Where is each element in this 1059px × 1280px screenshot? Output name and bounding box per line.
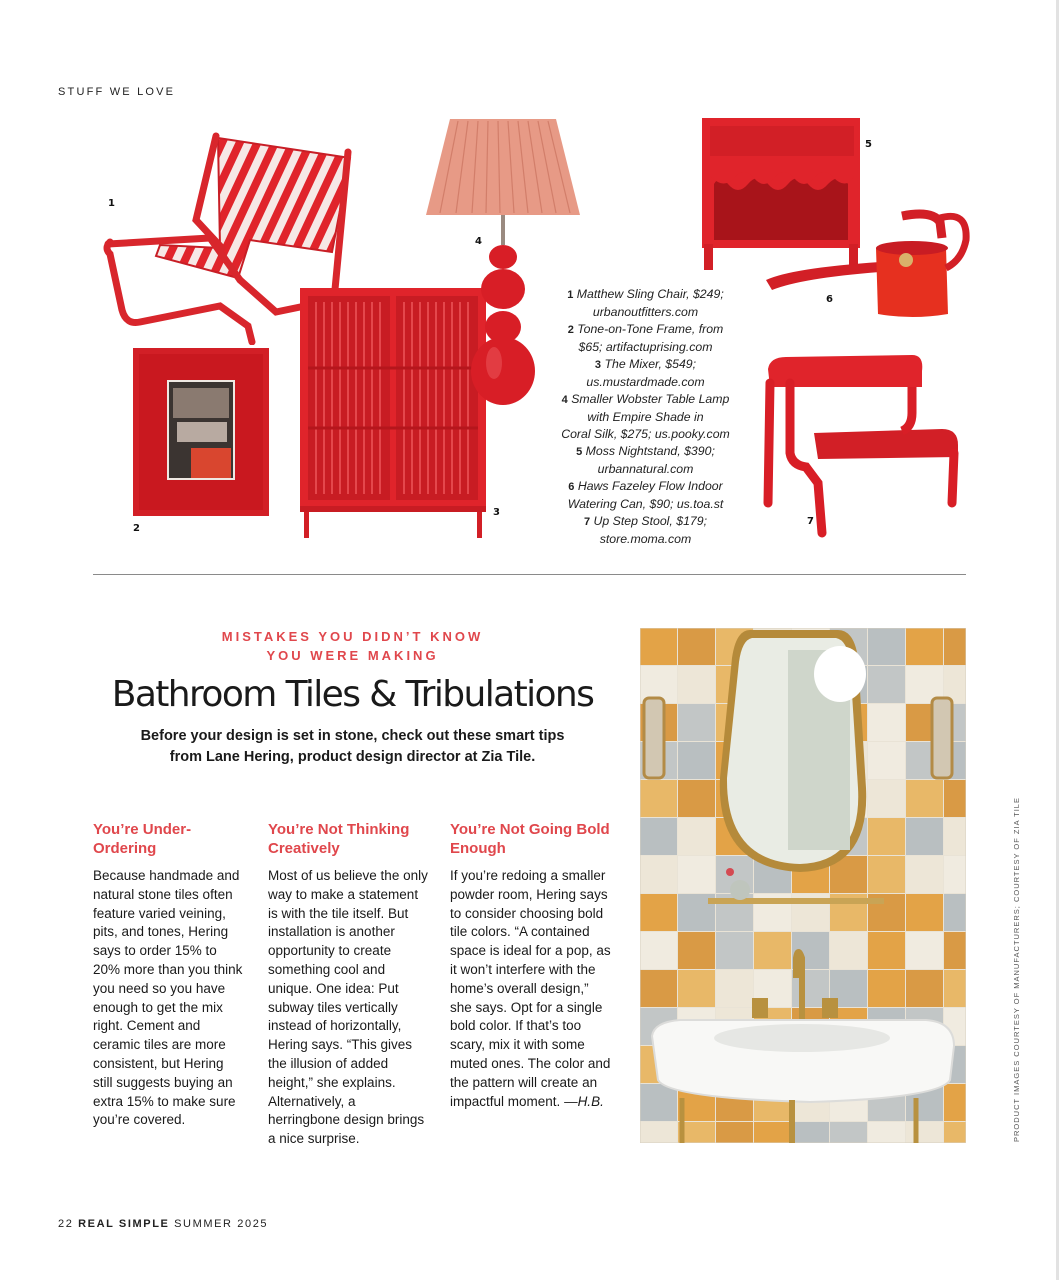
credit-line: urbannatural.com <box>597 462 694 476</box>
credit-line: $65; artifactuprising.com <box>578 340 713 354</box>
wall-tile <box>944 970 966 1007</box>
product-number-5: 5 <box>865 139 872 150</box>
wall-tile <box>868 666 905 703</box>
watering-can-image <box>762 208 972 320</box>
wall-tile <box>678 932 715 969</box>
credit-line: 5 Moss Nightstand, $390; <box>576 444 715 458</box>
credit-line: 2 Tone-on-Tone Frame, from <box>567 322 724 336</box>
tip-body: Most of us believe the only way to make a statement is with the tile itself. But installation is another opportunity to create something cool and unique. One idea: Put subway tiles vertically instead of horizontally, Hering says. “This gives the illusion of added height,” she explains. Alternatively, a herringbone design brings a nice surprise. <box>268 868 428 1147</box>
tip-heading: You’re Under-Ordering <box>93 821 192 857</box>
wall-tile <box>906 932 943 969</box>
wall-tile <box>868 856 905 893</box>
wall-tile <box>830 932 867 969</box>
magazine-brand: REAL SIMPLE <box>78 1218 170 1230</box>
wall-tile <box>944 1084 966 1121</box>
wall-tile <box>640 780 677 817</box>
wall-tile <box>944 894 966 931</box>
wall-tile <box>678 742 715 779</box>
wall-tile <box>868 628 905 665</box>
wall-tile <box>640 818 677 855</box>
dek-line: from Lane Hering, product design director at Zia Tile. <box>169 749 536 765</box>
tip-column-3 <box>450 820 612 1111</box>
credit-line: us.mustardmade.com <box>586 375 705 389</box>
credit-line: 7 Up Step Stool, $179; <box>583 514 708 528</box>
wall-tile <box>640 856 677 893</box>
wall-tile <box>944 1122 966 1143</box>
wall-tile <box>792 1122 829 1143</box>
wall-tile <box>830 1122 867 1143</box>
section-label: STUFF WE LOVE <box>58 86 176 98</box>
eyebrow-line: MISTAKES YOU DIDN’T KNOW <box>221 629 484 644</box>
article-eyebrow <box>150 627 555 665</box>
wall-tile <box>640 970 677 1007</box>
wall-tile <box>906 1122 943 1143</box>
product-number-3: 3 <box>493 507 500 518</box>
wall-tile <box>906 894 943 931</box>
wall-tile <box>678 856 715 893</box>
product-number-6: 6 <box>826 294 833 305</box>
article-dek <box>120 726 585 768</box>
product-number-2: 2 <box>133 523 140 534</box>
wall-tile <box>678 666 715 703</box>
product-credits <box>548 286 743 548</box>
credit-line: 3 The Mixer, $549; <box>594 357 697 371</box>
wall-tile <box>678 628 715 665</box>
product-number-4: 4 <box>475 236 482 247</box>
wall-tile <box>868 970 905 1007</box>
wall-tile <box>944 628 966 665</box>
issue-date: SUMMER 2025 <box>174 1218 269 1230</box>
bathroom-photo <box>640 628 966 1143</box>
credit-line: Watering Can, $90; us.toa.st <box>567 497 724 511</box>
wall-tile <box>678 818 715 855</box>
step-stool-image <box>762 353 964 538</box>
wall-tile <box>944 856 966 893</box>
wall-tile <box>754 932 791 969</box>
wall-tile <box>868 780 905 817</box>
wall-tile <box>906 628 943 665</box>
product-number-7: 7 <box>807 516 814 527</box>
credit-line: 4 Smaller Wobster Table Lamp <box>561 392 730 406</box>
wall-tile <box>868 932 905 969</box>
credit-line: Coral Silk, $275; us.pooky.com <box>561 427 730 441</box>
wall-tile <box>640 932 677 969</box>
wall-tile <box>906 818 943 855</box>
article-headline: Bathroom Tiles & Tribulations <box>111 674 594 715</box>
wall-tile <box>906 856 943 893</box>
tip-column-1 <box>93 820 243 1130</box>
wall-tile <box>678 780 715 817</box>
wall-tile <box>944 818 966 855</box>
wall-tile <box>868 818 905 855</box>
wall-tile <box>640 1122 677 1143</box>
credit-line: 6 Haws Fazeley Flow Indoor <box>568 479 723 493</box>
wall-tile <box>716 970 753 1007</box>
eyebrow-line: YOU WERE MAKING <box>266 648 439 663</box>
credit-line: with Empire Shade in <box>587 410 704 424</box>
photo-credit: PRODUCT IMAGES COURTESY OF MANUFACTURERS; COURTESY OF ZIA TILE <box>1012 797 1021 1142</box>
tip-heading: You’re Not Going Bold Enough <box>450 821 610 857</box>
page-footer <box>58 1218 268 1230</box>
wall-tile <box>640 894 677 931</box>
credit-line: urbanoutfitters.com <box>592 305 699 319</box>
wall-tile <box>868 742 905 779</box>
wall-tile <box>944 932 966 969</box>
section-divider <box>93 574 966 575</box>
wall-tile <box>716 932 753 969</box>
wall-tile <box>640 628 677 665</box>
wall-tile <box>640 1084 677 1121</box>
wall-tile <box>868 1122 905 1143</box>
dek-line: Before your design is set in stone, check out these smart tips <box>140 728 565 744</box>
wall-tile <box>678 704 715 741</box>
author-signoff: —H.B. <box>564 1093 604 1109</box>
wall-tile <box>906 970 943 1007</box>
wall-tile <box>868 704 905 741</box>
product-number-1: 1 <box>108 198 115 209</box>
page-number: 22 <box>58 1218 74 1230</box>
tip-body: Because handmade and natural stone tiles often feature varied veining, pits, and tones, Hering says to order 15% to 20% more than you think you need so you have enough to get the mix right. Cement and ceramic tiles are more consistent, but Hering still suggests buying an extra 15% to make sure you’re covered. <box>93 868 243 1128</box>
tip-heading: You’re Not Thinking Creatively <box>268 821 410 857</box>
wall-tile <box>906 780 943 817</box>
tip-column-2 <box>268 820 428 1149</box>
wall-tile <box>678 970 715 1007</box>
wall-tile <box>716 1122 753 1143</box>
frame-image <box>133 348 269 516</box>
credit-line: store.moma.com <box>599 532 692 546</box>
wall-tile <box>754 1122 791 1143</box>
wall-tile <box>944 780 966 817</box>
credit-line: 1 Matthew Sling Chair, $249; <box>567 287 724 301</box>
tip-body <box>450 867 612 1111</box>
tip-body-text: If you’re redoing a smaller powder room, Hering says to consider choosing bold tile colors. “A contained space is ideal for a pop, as it won’t interfere with the home’s overall design,” she says. Opt for a single bold color. If that’s too scary, mix it with some muted ones. The color and the pattern will create an impactful moment. <box>450 868 611 1109</box>
